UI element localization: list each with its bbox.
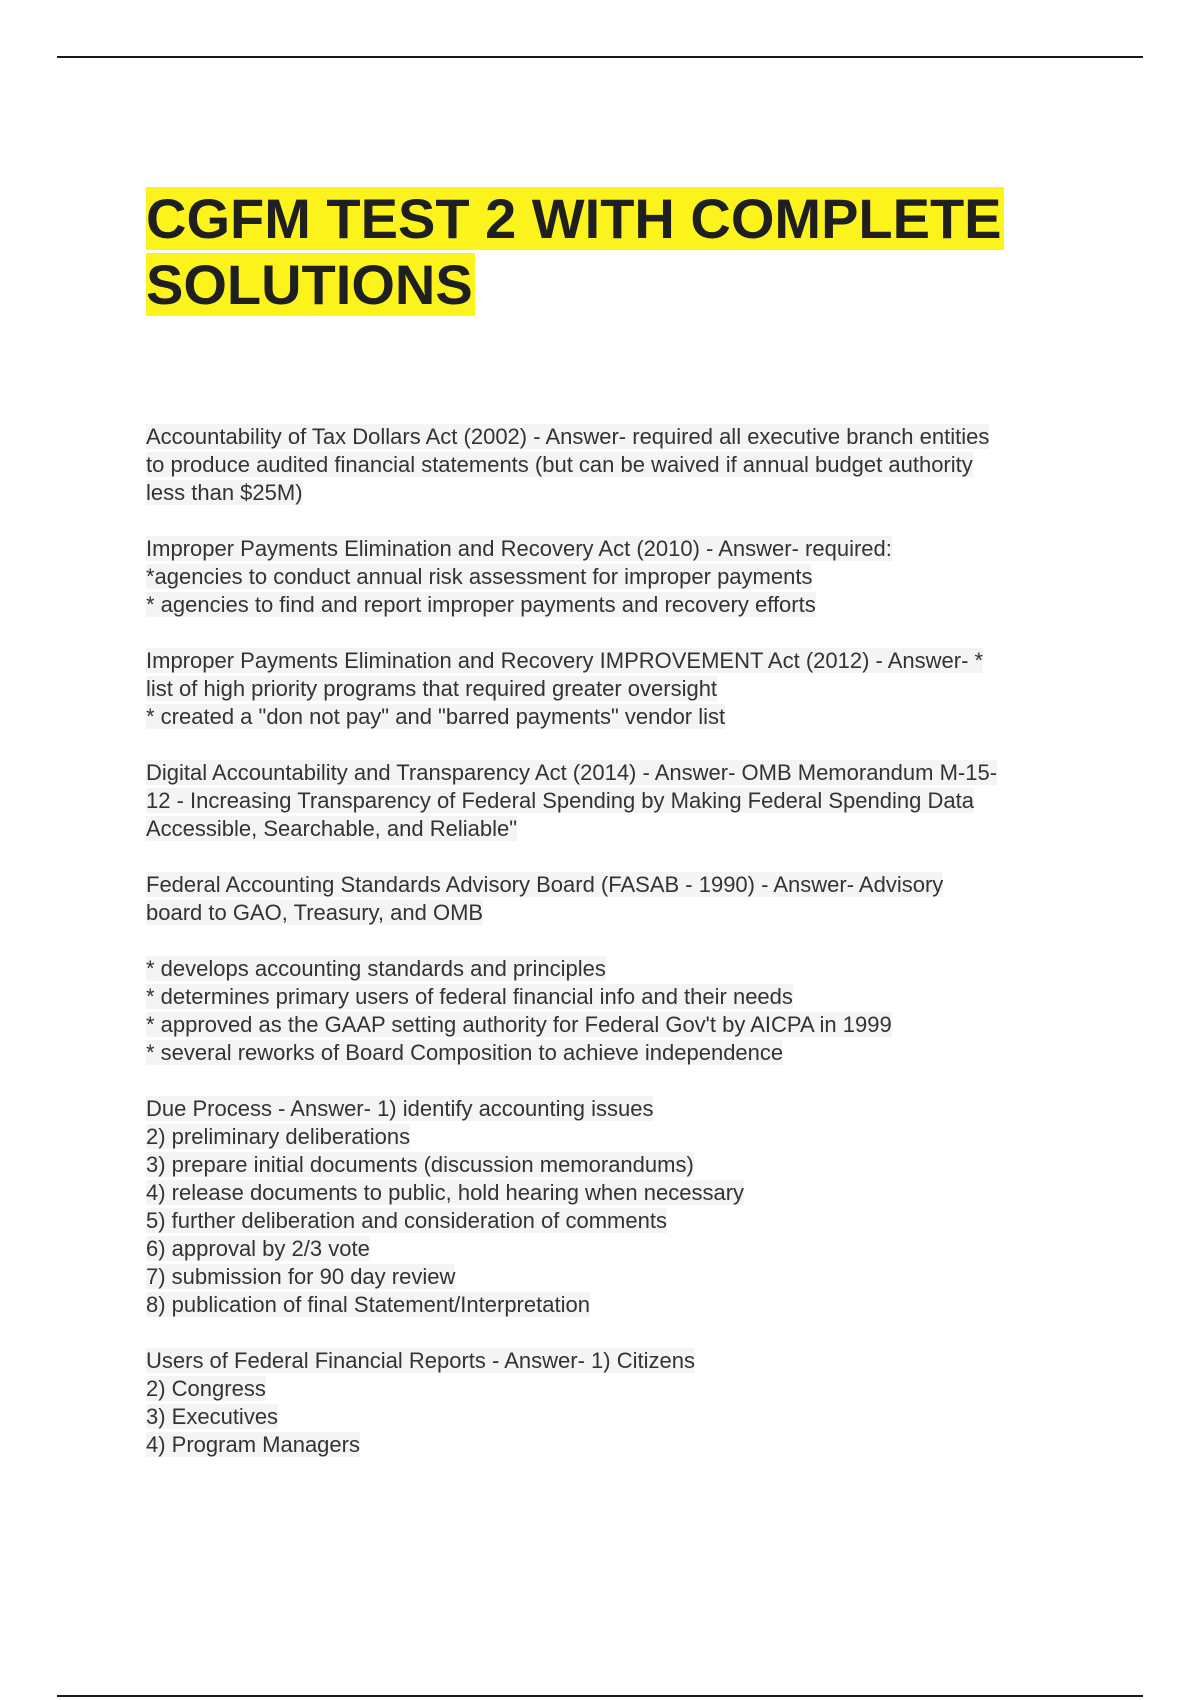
entry-line — [146, 535, 1092, 563]
entry-line — [146, 871, 1092, 899]
entry-line-text: board to GAO, Treasury, and OMB — [146, 900, 484, 925]
entry-line — [146, 899, 1092, 927]
entry-line-text: 12 - Increasing Transparency of Federal Spending by Making Federal Spending Data — [146, 788, 974, 813]
entry-line-text: * approved as the GAAP setting authority for Federal Gov't by AICPA in 1999 — [146, 1012, 892, 1037]
footer-rule — [57, 1695, 1143, 1697]
entry-line-text: 3) Executives — [146, 1404, 279, 1429]
entry-line — [146, 703, 1092, 731]
entry-line — [146, 479, 1092, 507]
title-line-1: CGFM TEST 2 WITH COMPLETE — [146, 187, 1002, 250]
entry-line — [146, 1403, 1092, 1431]
qa-entry — [146, 1347, 1092, 1459]
qa-entry — [146, 759, 1092, 843]
document-body — [146, 186, 1092, 1487]
entry-line — [146, 759, 1092, 787]
entry-line-text: Accessible, Searchable, and Reliable" — [146, 816, 518, 841]
entry-line — [146, 675, 1092, 703]
entry-line — [146, 955, 1092, 983]
entry-line-text: 2) Congress — [146, 1376, 266, 1401]
qa-entries — [146, 423, 1092, 1459]
entry-line — [146, 1011, 1092, 1039]
entry-line-text: * several reworks of Board Composition to achieve independence — [146, 1040, 784, 1065]
entry-line — [146, 1235, 1092, 1263]
entry-line-text: 7) submission for 90 day review — [146, 1264, 456, 1289]
entry-line — [146, 787, 1092, 815]
title-line-2: SOLUTIONS — [146, 253, 473, 316]
entry-line-text: 8) publication of final Statement/Interpretation — [146, 1292, 590, 1317]
entry-line-text: 2) preliminary deliberations — [146, 1124, 411, 1149]
entry-line — [146, 1095, 1092, 1123]
entry-line — [146, 1431, 1092, 1459]
entry-line — [146, 1263, 1092, 1291]
entry-line-text: Users of Federal Financial Reports - Answer- 1) Citizens — [146, 1348, 695, 1373]
entry-line-text: *agencies to conduct annual risk assessment for improper payments — [146, 564, 813, 589]
entry-line-text: 3) prepare initial documents (discussion memorandums) — [146, 1152, 694, 1177]
entry-line — [146, 1291, 1092, 1319]
entry-line — [146, 1151, 1092, 1179]
entry-line-text: Improper Payments Elimination and Recovery Act (2010) - Answer- required: — [146, 536, 892, 561]
qa-entry — [146, 423, 1092, 507]
entry-line-text: list of high priority programs that required greater oversight — [146, 676, 718, 701]
entry-line — [146, 451, 1092, 479]
entry-line — [146, 1207, 1092, 1235]
entry-line-text: * created a "don not pay" and "barred payments" vendor list — [146, 704, 726, 729]
entry-line — [146, 1375, 1092, 1403]
qa-entry — [146, 535, 1092, 619]
qa-entry — [146, 1095, 1092, 1319]
entry-line — [146, 1039, 1092, 1067]
entry-line-text: * develops accounting standards and principles — [146, 956, 606, 981]
entry-line — [146, 423, 1092, 451]
entry-line-text: Accountability of Tax Dollars Act (2002) - Answer- required all executive branch entities — [146, 424, 990, 449]
entry-line-text: 4) Program Managers — [146, 1432, 360, 1457]
qa-entry — [146, 871, 1092, 1067]
entry-line — [146, 815, 1092, 843]
entry-line-text: 5) further deliberation and consideration of comments — [146, 1208, 667, 1233]
entry-line-text: Digital Accountability and Transparency Act (2014) - Answer- OMB Memorandum M-15- — [146, 760, 998, 785]
entry-line-text: Due Process - Answer- 1) identify accounting issues — [146, 1096, 654, 1121]
entry-line — [146, 983, 1092, 1011]
entry-line-text: 4) release documents to public, hold hearing when necessary — [146, 1180, 745, 1205]
entry-line-text: * determines primary users of federal financial info and their needs — [146, 984, 793, 1009]
entry-line — [146, 1123, 1092, 1151]
qa-entry — [146, 647, 1092, 731]
entry-line — [146, 591, 1092, 619]
entry-line — [146, 1179, 1092, 1207]
entry-line-text: Improper Payments Elimination and Recovery IMPROVEMENT Act (2012) - Answer- * — [146, 648, 984, 673]
document-title — [146, 186, 1092, 318]
entry-line-text: to produce audited financial statements (but can be waived if annual budget authority — [146, 452, 973, 477]
entry-line-text: 6) approval by 2/3 vote — [146, 1236, 370, 1261]
entry-line-text: * agencies to find and report improper payments and recovery efforts — [146, 592, 816, 617]
entry-line — [146, 563, 1092, 591]
entry-line — [146, 1347, 1092, 1375]
header-rule — [57, 56, 1143, 58]
entry-line-text: Federal Accounting Standards Advisory Board (FASAB - 1990) - Answer- Advisory — [146, 872, 944, 897]
paragraph-spacer — [146, 927, 1092, 955]
entry-line — [146, 647, 1092, 675]
entry-line-text: less than $25M) — [146, 480, 303, 505]
